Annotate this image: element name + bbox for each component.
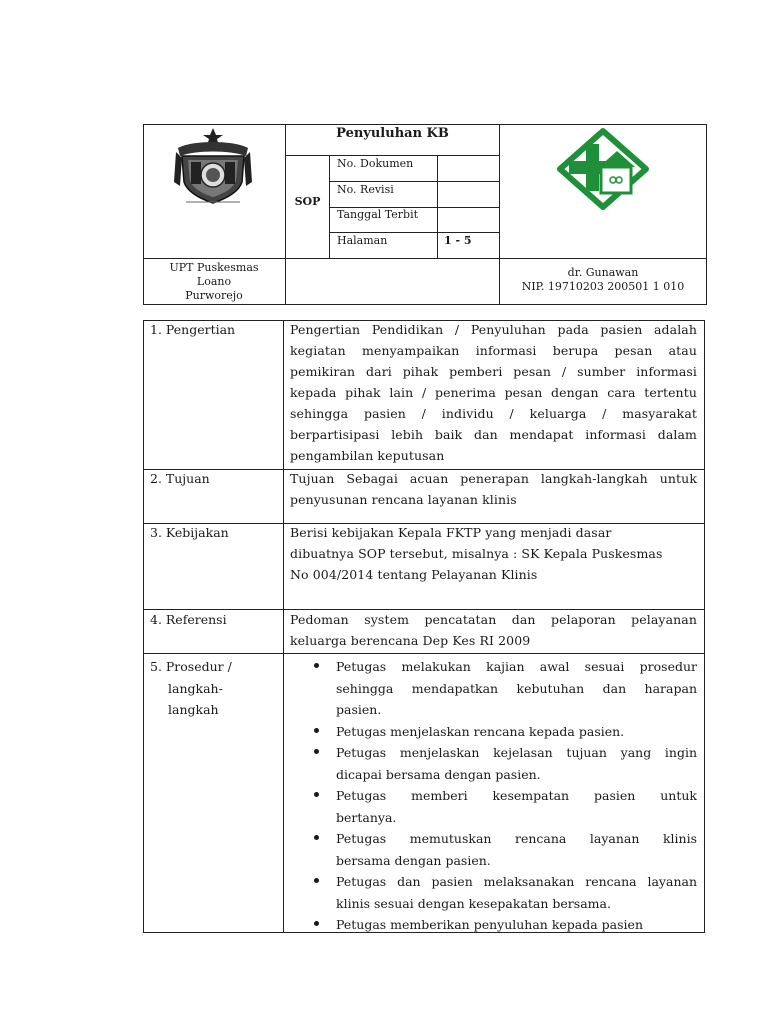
list-item: Petugas melakukan kajian awal sesuai prosedur sehingga mendapatkan kebutuhan dan harapan pasien. [286,656,697,721]
field-label-no-revisi: No. Revisi [337,183,394,196]
bullet-icon [314,835,319,840]
section-body-kebijakan: Berisi kebijakan Kepala FKTP yang menjadi dasar dibuatnya SOP tersebut, misalnya : SK Kepala Puskesmas No 004/2014 tentang Pelayanan Klinis [290,525,663,582]
content-hline [143,653,705,654]
bullet-icon [314,792,319,797]
header-hline [329,232,499,233]
regency-emblem-icon [172,126,254,206]
procedure-list [286,656,697,936]
bullet-icon [314,749,319,754]
puskesmas-logo-icon [555,127,651,211]
field-label-no-dokumen: No. Dokumen [337,157,414,170]
field-value-halaman: 1 - 5 [444,234,472,247]
list-item: Petugas memberikan penyuluhan kepada pasien [286,914,697,936]
section-label-kebijakan: 3. Kebijakan [150,525,229,540]
org-name-line: Loano [196,275,232,288]
org-name-line: Purworejo [185,289,243,302]
field-label-halaman: Halaman [337,234,388,247]
list-item: Petugas memutuskan rencana layanan klinis bersama dengan pasien. [286,828,697,871]
section-label-referensi: 4. Referensi [150,612,227,627]
bullet-icon [314,921,319,926]
section-label-tujuan: 2. Tujuan [150,471,210,486]
bullet-icon [314,878,319,883]
list-item: Petugas dan pasien melaksanakan rencana layanan klinis sesuai dengan kesepakatan bersama. [286,871,697,914]
section-body-referensi: Pedoman system pencatatan dan pelaporan pelayanan keluarga berencana Dep Kes RI 2009 [290,612,697,648]
sop-label: SOP [294,195,321,208]
content-vline [283,320,284,933]
list-item: Petugas memberi kesempatan pasien untuk bertanya. [286,785,697,828]
signer-nip: NIP. 19710203 200501 1 010 [521,280,685,293]
header-hline [143,258,707,259]
section-label-prosedur: langkah- [168,681,223,696]
signer-name: dr. Gunawan [567,266,639,279]
document-title: Penyuluhan KB [336,126,449,141]
section-label-prosedur: langkah [168,702,219,717]
section-label-pengertian: 1. Pengertian [150,322,236,337]
bullet-icon [314,663,319,668]
org-name-line: UPT Puskesmas [169,261,259,274]
field-label-tanggal-terbit: Tanggal Terbit [337,208,419,221]
list-item: Petugas menjelaskan kejelasan tujuan yang ingin dicapai bersama dengan pasien. [286,742,697,785]
bullet-icon [314,728,319,733]
section-body-pengertian: Pengertian Pendidikan / Penyuluhan pada pasien adalah kegiatan menyampaikan informasi berupa pesan atau pemikiran dari pihak pemberi pesan / sumber informasi kepada pihak lain / penerima pesan dengan cara tertentu sehingga pasien / individu / keluarga / masyarakat berpartisipasi lebih baik dan mendapat informasi dalam pengambilan keputusan [290,322,697,463]
header-vline [285,124,286,305]
section-label-prosedur: 5. Prosedur / [150,659,232,674]
list-item: Petugas menjelaskan rencana kepada pasien. [286,721,697,743]
section-body-tujuan: Tujuan Sebagai acuan penerapan langkah-langkah untuk penyusunan rencana layanan klinis [290,471,697,507]
header-hline [329,181,499,182]
header-hline [285,155,499,156]
